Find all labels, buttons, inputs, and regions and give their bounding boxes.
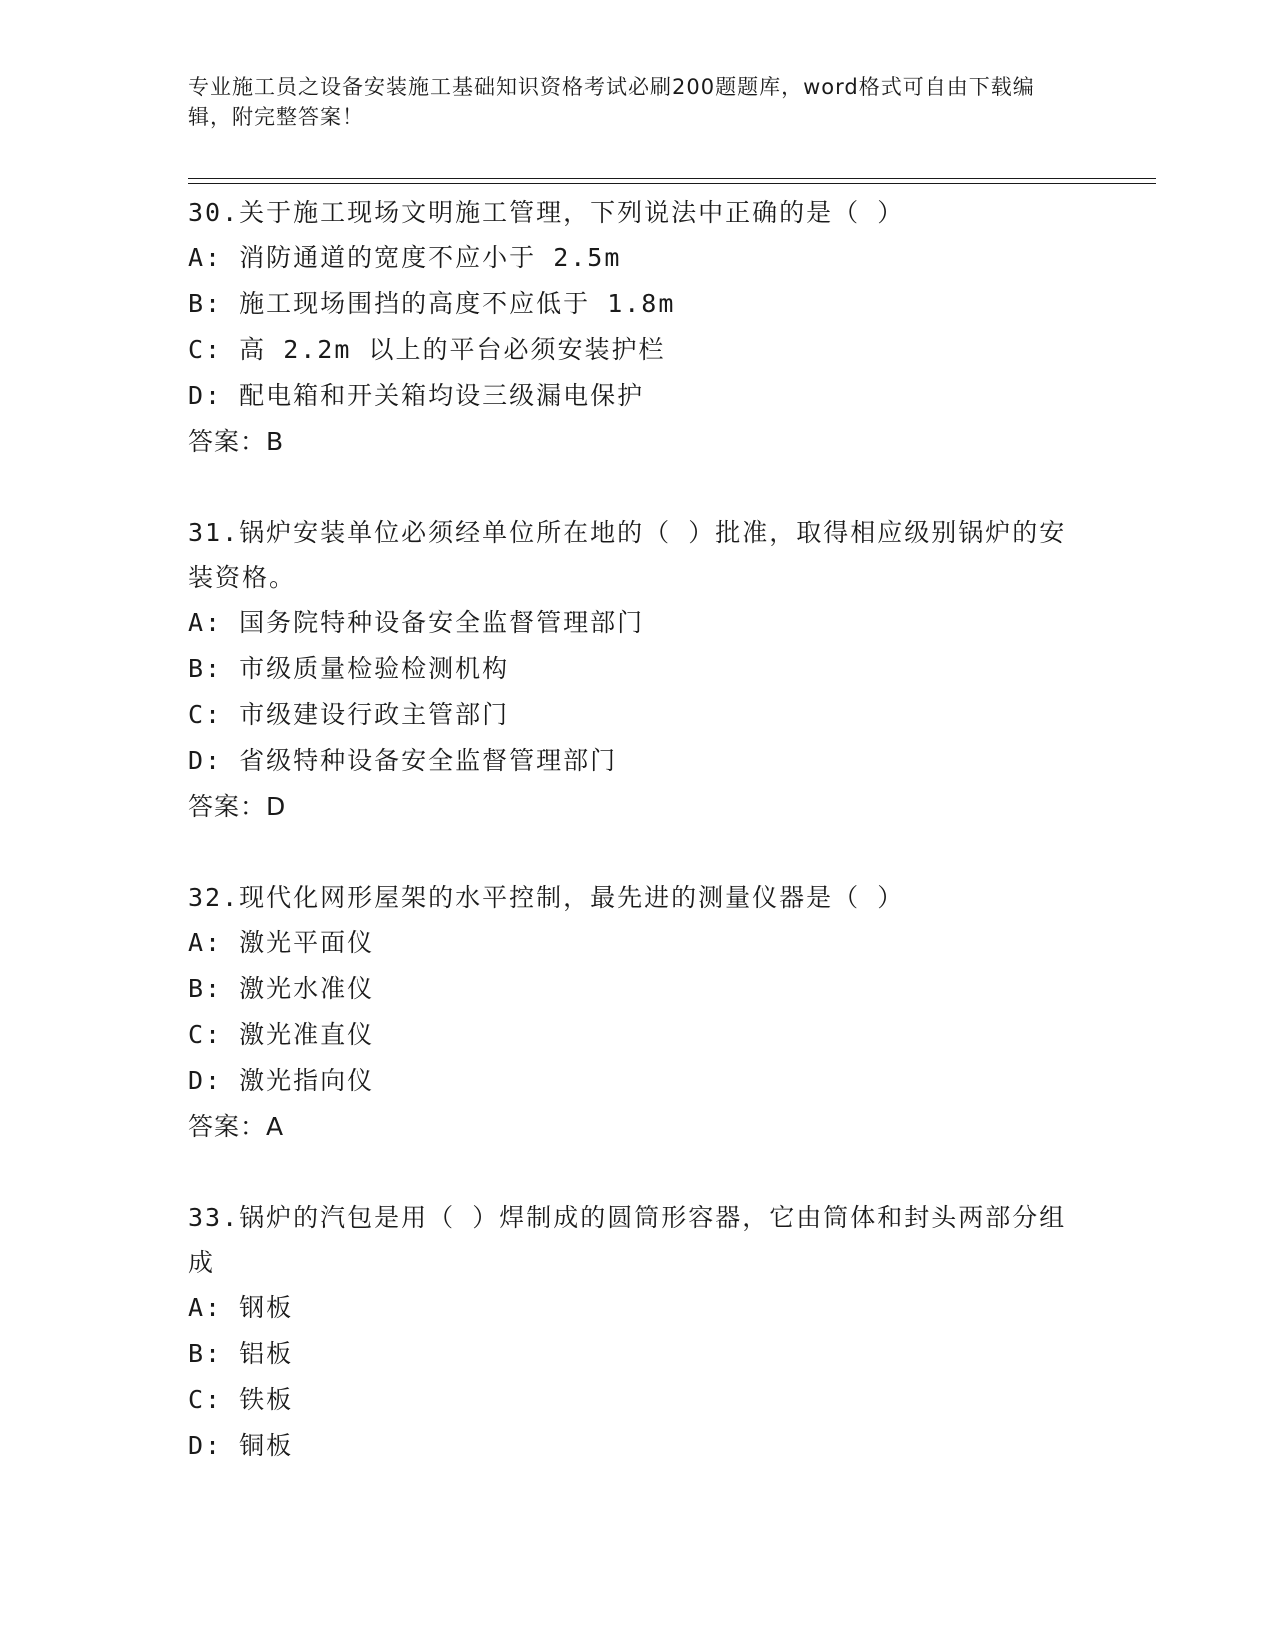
option-d: D: 铜板: [188, 1431, 294, 1460]
option-b: B: 施工现场围挡的高度不应低于 1.8m: [188, 289, 676, 318]
option-b: B: 铝板: [188, 1339, 294, 1368]
option-d: D: 省级特种设备安全监督管理部门: [188, 746, 618, 775]
question-stem: 31.锅炉安装单位必须经单位所在地的（ ）批准，取得相应级别锅炉的安装资格。: [188, 518, 1067, 592]
document-header: 专业施工员之设备安装施工基础知识资格考试必刷200题题库，word格式可自由下载编辑，附完整答案！: [188, 75, 1035, 129]
question-list: [188, 190, 1088, 1514]
answer: 答案：B: [188, 427, 285, 456]
question-stem: 30.关于施工现场文明施工管理，下列说法中正确的是（ ）: [188, 198, 905, 227]
option-d: D: 配电箱和开关箱均设三级漏电保护: [188, 381, 645, 410]
question-stem: 33.锅炉的汽包是用（ ）焊制成的圆筒形容器，它由筒体和封头两部分组成: [188, 1203, 1067, 1277]
option-c: C: 高 2.2m 以上的平台必须安装护栏: [188, 335, 666, 364]
option-c: C: 铁板: [188, 1385, 294, 1414]
option-a: A: 消防通道的宽度不应小于 2.5m: [188, 243, 622, 272]
answer: 答案：D: [188, 792, 287, 821]
option-b: B: 市级质量检验检测机构: [188, 654, 510, 683]
option-b: B: 激光水准仪: [188, 974, 375, 1003]
question-stem: 32.现代化网形屋架的水平控制，最先进的测量仪器是（ ）: [188, 883, 905, 912]
question-32: [188, 875, 1088, 1150]
header-divider-top: [188, 178, 1156, 179]
option-a: A: 激光平面仪: [188, 928, 375, 957]
question-31: [188, 510, 1088, 830]
option-c: C: 市级建设行政主管部门: [188, 700, 510, 729]
option-d: D: 激光指向仪: [188, 1066, 375, 1095]
option-a: A: 钢板: [188, 1293, 294, 1322]
option-a: A: 国务院特种设备安全监督管理部门: [188, 608, 645, 637]
option-c: C: 激光准直仪: [188, 1020, 375, 1049]
header-divider-bottom: [188, 183, 1156, 184]
question-30: [188, 190, 1088, 465]
answer: 答案：A: [188, 1112, 285, 1141]
question-33: [188, 1195, 1088, 1469]
